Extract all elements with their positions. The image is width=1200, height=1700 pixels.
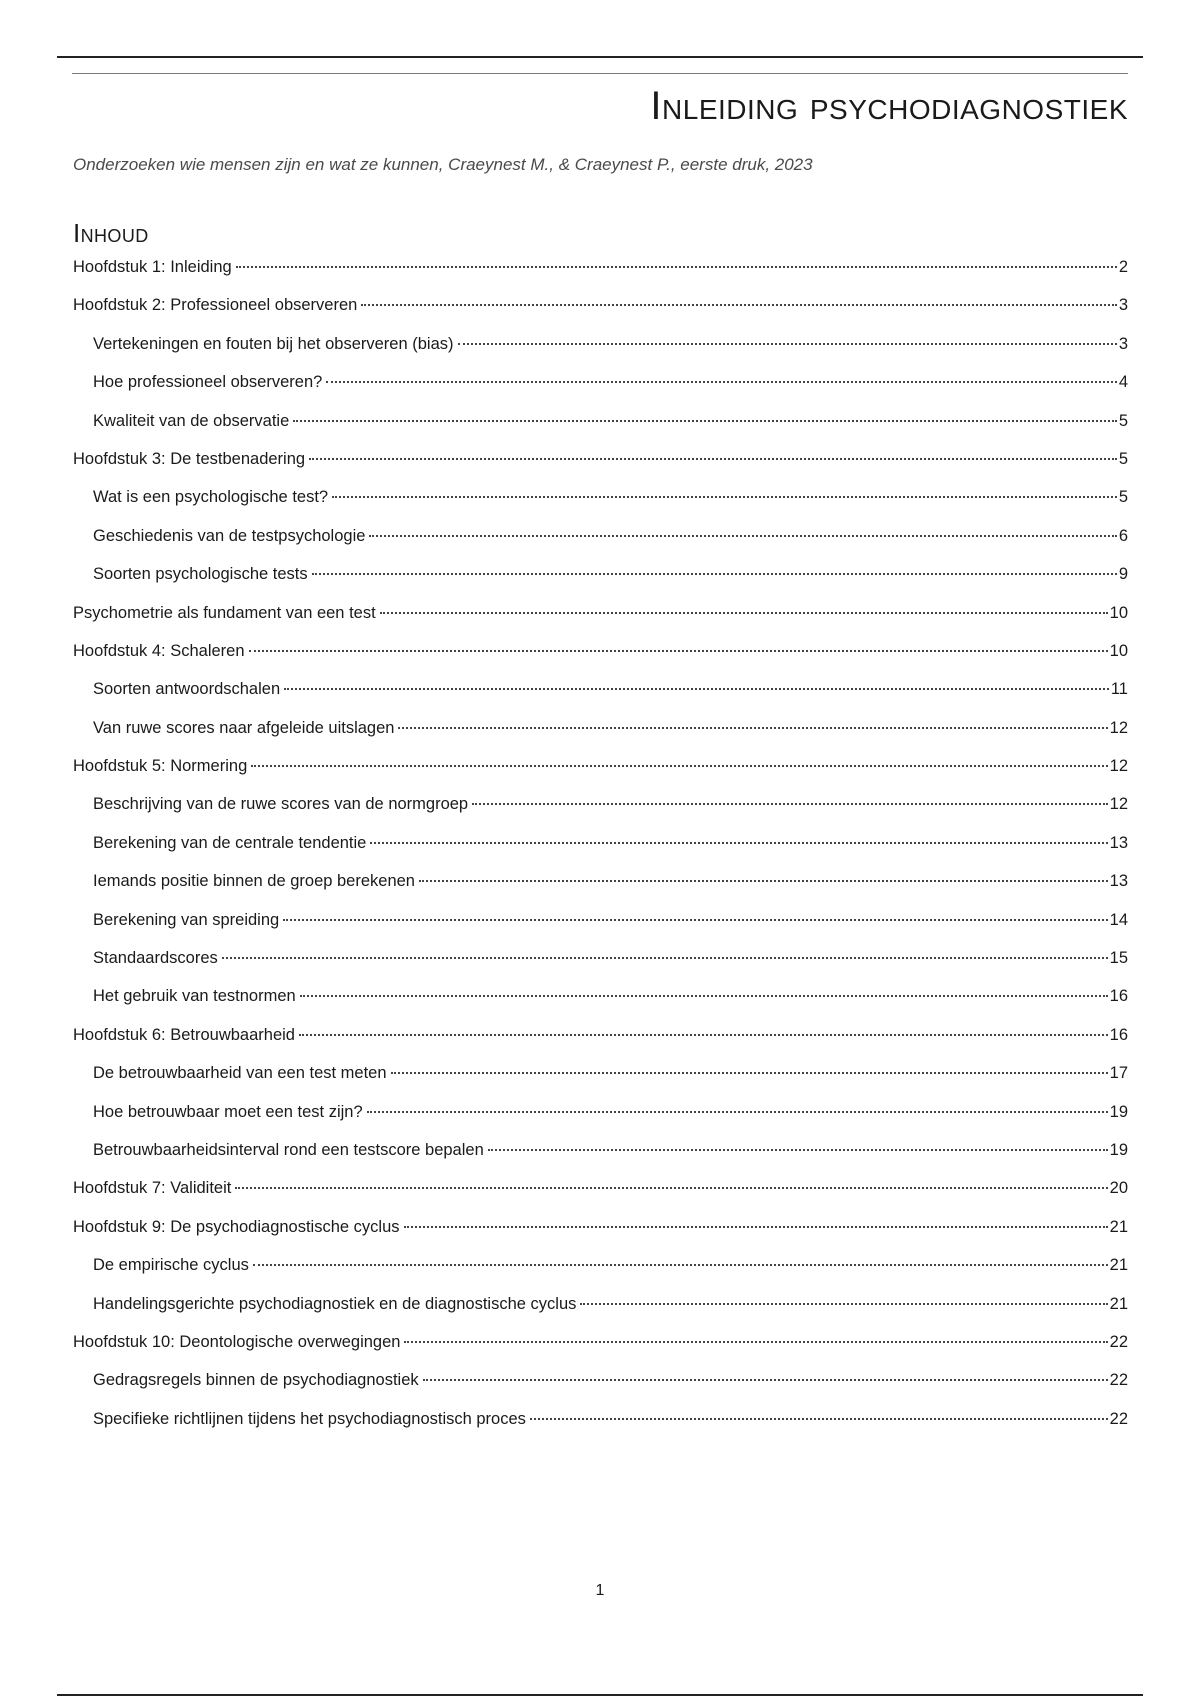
toc-entry[interactable] <box>73 1026 1128 1064</box>
toc-dot-leader <box>326 381 1117 383</box>
toc-dot-leader <box>222 957 1108 959</box>
toc-entry[interactable] <box>73 987 1128 1025</box>
toc-entry-label: Het gebruik van testnormen <box>93 987 296 1006</box>
toc-entry-page: 12 <box>1109 795 1128 814</box>
toc-entry-page: 19 <box>1109 1102 1128 1121</box>
toc-dot-leader <box>299 1034 1108 1036</box>
toc-entry-page: 22 <box>1109 1371 1128 1390</box>
toc-entry[interactable] <box>73 1256 1128 1294</box>
toc-dot-leader <box>391 1072 1108 1074</box>
toc-entry[interactable] <box>73 527 1128 565</box>
toc-entry[interactable] <box>73 488 1128 526</box>
toc-entry-label: Geschiedenis van de testpsychologie <box>93 526 366 545</box>
title-rule <box>72 73 1128 74</box>
toc-entry-page: 21 <box>1109 1294 1128 1313</box>
toc-entry[interactable] <box>73 834 1128 872</box>
toc-entry[interactable] <box>73 1218 1128 1256</box>
toc-entry[interactable] <box>73 1103 1128 1141</box>
toc-dot-leader <box>580 1303 1107 1305</box>
toc-dot-leader <box>458 343 1117 345</box>
toc-entry-page: 22 <box>1109 1409 1128 1428</box>
toc-entry-page: 4 <box>1118 373 1128 392</box>
toc-entry-page: 3 <box>1118 296 1128 315</box>
toc-dot-leader <box>284 688 1109 690</box>
toc-entry[interactable] <box>73 1064 1128 1102</box>
toc-entry-page: 5 <box>1118 488 1128 507</box>
toc-dot-leader <box>423 1379 1108 1381</box>
toc-entry[interactable] <box>73 1179 1128 1217</box>
toc-entry-label: Standaardscores <box>93 949 218 968</box>
toc-entry-page: 5 <box>1118 411 1128 430</box>
page-number: 1 <box>595 1582 605 1599</box>
toc-entry-page: 16 <box>1109 1025 1128 1044</box>
toc-dot-leader <box>398 727 1107 729</box>
toc-entry-label: Soorten antwoordschalen <box>93 680 281 699</box>
toc-entry-label: Iemands positie binnen de groep berekenen <box>93 872 415 891</box>
toc-entry-page: 13 <box>1109 872 1128 891</box>
toc-dot-leader <box>369 535 1116 537</box>
toc-entry-label: Berekening van spreiding <box>93 910 280 929</box>
table-of-contents <box>73 258 1128 1448</box>
toc-dot-leader <box>312 573 1117 575</box>
toc-dot-leader <box>472 803 1108 805</box>
toc-entry-label: Hoofdstuk 4: Schaleren <box>73 641 245 660</box>
toc-entry-page: 17 <box>1109 1064 1128 1083</box>
toc-entry[interactable] <box>73 604 1128 642</box>
toc-entry-page: 20 <box>1109 1179 1128 1198</box>
page-bottom-rule <box>57 1694 1143 1696</box>
toc-dot-leader <box>404 1226 1108 1228</box>
toc-entry-label: Specifieke richtlijnen tijdens het psychodiagnostisch proces <box>93 1409 526 1428</box>
toc-entry[interactable] <box>73 1333 1128 1371</box>
toc-entry-page: 22 <box>1109 1332 1128 1351</box>
toc-entry-label: Hoofdstuk 7: Validiteit <box>73 1179 232 1198</box>
toc-entry[interactable] <box>73 642 1128 680</box>
toc-entry-page: 10 <box>1109 641 1128 660</box>
toc-entry[interactable] <box>73 335 1128 373</box>
toc-entry-page: 12 <box>1109 757 1128 776</box>
toc-dot-leader <box>332 496 1117 498</box>
toc-entry[interactable] <box>73 680 1128 718</box>
page-top-rule <box>57 56 1143 58</box>
toc-entry-label: Van ruwe scores naar afgeleide uitslagen <box>93 718 395 737</box>
toc-entry[interactable] <box>73 1141 1128 1179</box>
toc-entry-page: 5 <box>1118 449 1128 468</box>
toc-entry[interactable] <box>73 412 1128 450</box>
toc-entry-label: Hoofdstuk 3: De testbenadering <box>73 449 306 468</box>
toc-entry[interactable] <box>73 949 1128 987</box>
toc-entry-label: Hoe professioneel observeren? <box>93 373 323 392</box>
toc-dot-leader <box>380 612 1108 614</box>
toc-entry-label: Kwaliteit van de observatie <box>93 411 290 430</box>
toc-entry[interactable] <box>73 450 1128 488</box>
toc-entry[interactable] <box>73 1295 1128 1333</box>
toc-heading: Inhoud <box>73 218 149 248</box>
toc-dot-leader <box>367 1111 1108 1113</box>
toc-entry-page: 15 <box>1109 949 1128 968</box>
toc-dot-leader <box>370 842 1107 844</box>
toc-dot-leader <box>309 458 1117 460</box>
toc-dot-leader <box>404 1341 1107 1343</box>
toc-entry-page: 21 <box>1109 1217 1128 1236</box>
toc-entry[interactable] <box>73 757 1128 795</box>
toc-entry-label: Handelingsgerichte psychodiagnostiek en de diagnostische cyclus <box>93 1294 577 1313</box>
toc-entry-label: Hoofdstuk 1: Inleiding <box>73 258 232 276</box>
toc-entry-label: De empirische cyclus <box>93 1256 249 1275</box>
toc-entry-page: 10 <box>1109 603 1128 622</box>
toc-entry-page: 19 <box>1109 1140 1128 1159</box>
toc-entry-label: Hoofdstuk 9: De psychodiagnostische cyclus <box>73 1217 400 1236</box>
toc-entry-label: Hoe betrouwbaar moet een test zijn? <box>93 1102 363 1121</box>
toc-entry[interactable] <box>73 719 1128 757</box>
toc-entry-page: 12 <box>1109 718 1128 737</box>
toc-entry[interactable] <box>73 373 1128 411</box>
toc-entry-label: Gedragsregels binnen de psychodiagnostiek <box>93 1371 419 1390</box>
toc-entry[interactable] <box>73 565 1128 603</box>
document-title: Inleiding psychodiagnostiek <box>650 84 1128 128</box>
document-subtitle: Onderzoeken wie mensen zijn en wat ze kunnen, Craeynest M., & Craeynest P., eerste druk, 2023 <box>73 155 813 174</box>
toc-dot-leader <box>253 1264 1108 1266</box>
toc-entry-label: Wat is een psychologische test? <box>93 488 329 507</box>
toc-entry[interactable] <box>73 296 1128 334</box>
toc-entry-label: Hoofdstuk 5: Normering <box>73 757 248 776</box>
toc-dot-leader <box>283 919 1107 921</box>
toc-dot-leader <box>530 1418 1108 1420</box>
toc-entry[interactable] <box>73 1371 1128 1409</box>
toc-dot-leader <box>251 765 1107 767</box>
toc-entry-label: Hoofdstuk 10: Deontologische overwegingen <box>73 1332 401 1351</box>
toc-entry-label: Beschrijving van de ruwe scores van de normgroep <box>93 795 469 814</box>
toc-dot-leader <box>249 650 1108 652</box>
toc-entry-label: Hoofdstuk 2: Professioneel observeren <box>73 296 358 315</box>
toc-entry-label: Soorten psychologische tests <box>93 565 308 584</box>
toc-entry-page: 3 <box>1118 334 1128 353</box>
toc-entry-page: 14 <box>1109 910 1128 929</box>
toc-entry-page: 21 <box>1109 1256 1128 1275</box>
toc-entry-label: Hoofdstuk 6: Betrouwbaarheid <box>73 1025 295 1044</box>
toc-entry[interactable] <box>73 258 1128 296</box>
toc-entry[interactable] <box>73 911 1128 949</box>
toc-entry-page: 9 <box>1118 565 1128 584</box>
toc-entry[interactable] <box>73 872 1128 910</box>
toc-entry-page: 6 <box>1118 526 1128 545</box>
toc-entry-label: Berekening van de centrale tendentie <box>93 833 367 852</box>
toc-entry[interactable] <box>73 1410 1128 1448</box>
toc-entry-page: 11 <box>1110 680 1128 699</box>
toc-entry-page: 2 <box>1118 258 1128 276</box>
toc-dot-leader <box>236 266 1117 268</box>
toc-entry-page: 13 <box>1109 833 1128 852</box>
toc-dot-leader <box>361 304 1116 306</box>
toc-dot-leader <box>293 420 1117 422</box>
toc-entry-label: Psychometrie als fundament van een test <box>73 603 376 622</box>
toc-entry-label: De betrouwbaarheid van een test meten <box>93 1064 387 1083</box>
toc-entry-label: Betrouwbaarheidsinterval rond een testscore bepalen <box>93 1140 484 1159</box>
toc-dot-leader <box>419 880 1108 882</box>
toc-entry[interactable] <box>73 795 1128 833</box>
toc-dot-leader <box>235 1187 1107 1189</box>
toc-dot-leader <box>300 995 1108 997</box>
toc-dot-leader <box>488 1149 1108 1151</box>
toc-entry-label: Vertekeningen en fouten bij het observeren (bias) <box>93 334 454 353</box>
toc-entry-page: 16 <box>1109 987 1128 1006</box>
